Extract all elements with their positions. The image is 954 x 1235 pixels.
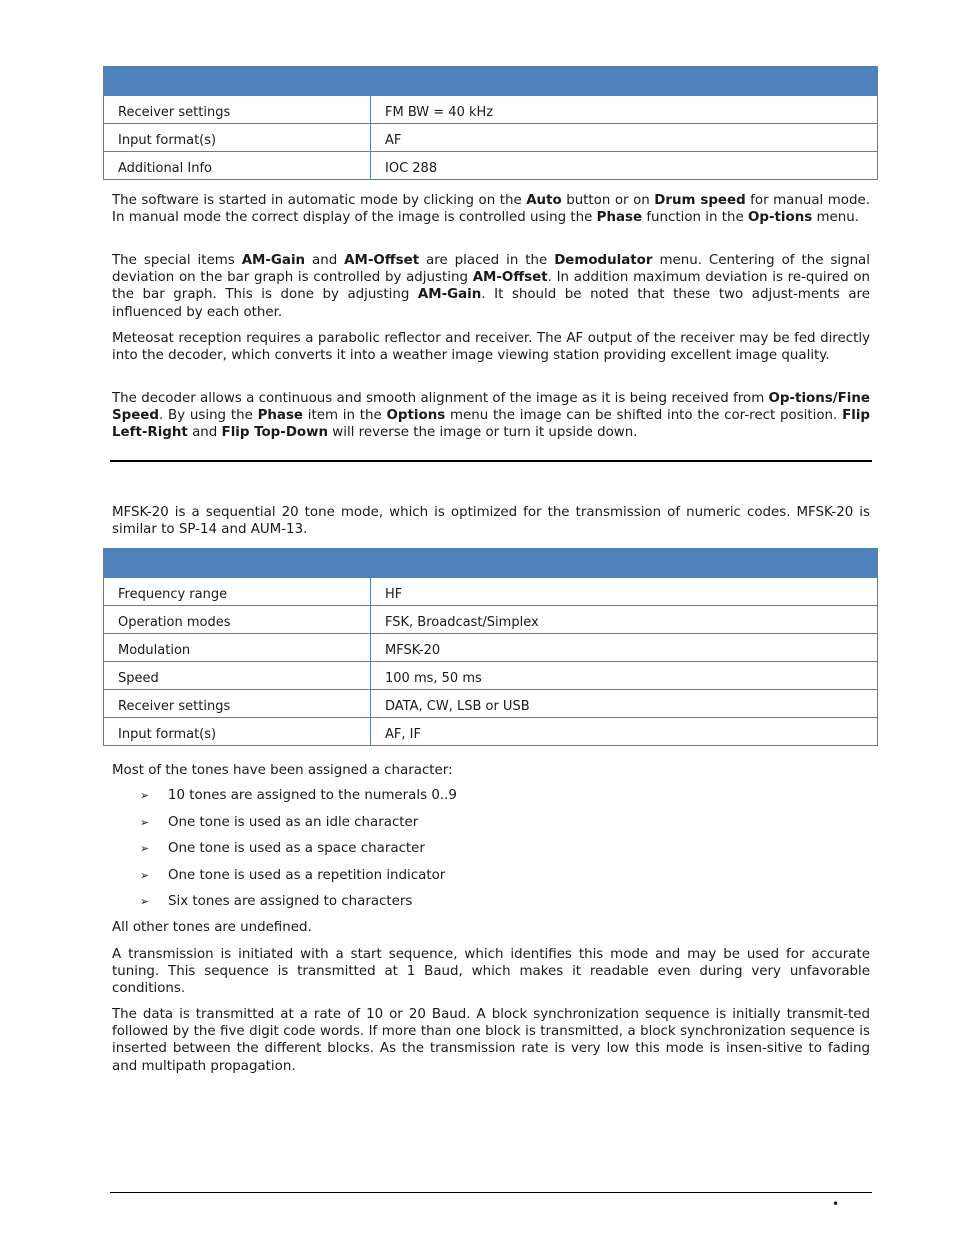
- mfsk-properties-table: [103, 548, 878, 746]
- table-row: [104, 577, 878, 605]
- table-label-cell: Speed: [104, 661, 371, 689]
- fine-speed-paragraph: [112, 390, 870, 442]
- arrow-bullet-icon: ➢: [140, 868, 150, 882]
- tones-intro-paragraph: Most of the tones have been assigned a character:: [112, 763, 453, 778]
- arrow-bullet-icon: ➢: [140, 789, 150, 802]
- auto-mode-paragraph: [112, 192, 870, 226]
- table-row: [104, 605, 878, 633]
- text-run: function in the: [642, 210, 748, 226]
- list-item-text: One tone is used as a space character: [168, 841, 425, 856]
- am-gain-paragraph: [112, 252, 870, 321]
- text-run: . It should be noted that these two adjust-ments are influenced by each other.: [112, 287, 870, 320]
- table-header-row: [104, 66, 878, 95]
- table-row: [104, 661, 878, 689]
- table-row: [104, 151, 878, 179]
- text-run: are placed in the: [419, 253, 555, 268]
- footer-bullet: •: [832, 1197, 840, 1211]
- table-value-cell: MFSK-20: [371, 633, 878, 661]
- text-run: . In addition maximum deviation is re-quired on the bar graph. This is done by adjusting: [112, 270, 870, 303]
- bold-term: Demodulator: [554, 253, 653, 268]
- arrow-bullet-icon: ➢: [140, 815, 150, 829]
- bold-term: AM-Offset: [472, 270, 548, 286]
- text-run: menu the image can be shifted into the cor-rect position.: [445, 408, 843, 424]
- text-run: . By using the: [158, 408, 258, 424]
- undefined-tones-paragraph: All other tones are undefined.: [112, 920, 312, 935]
- table-label-cell: Operation modes: [104, 605, 371, 633]
- table-label-cell: Modulation: [104, 633, 371, 661]
- arrow-bullet-icon: ➢: [140, 895, 150, 908]
- section-divider: [110, 460, 872, 462]
- bold-term: Auto: [526, 193, 562, 208]
- list-item: [140, 892, 457, 919]
- table-header-cell: [104, 548, 371, 577]
- text-run: menu.: [812, 210, 859, 226]
- table-label-cell: Input format(s): [104, 717, 371, 745]
- table-value-cell: IOC 288: [371, 151, 878, 179]
- table-label-cell: Frequency range: [104, 577, 371, 605]
- list-item: [140, 839, 457, 866]
- table-header-cell: [104, 66, 371, 95]
- bold-term: AM-Offset: [344, 253, 420, 268]
- bold-term: AM-Gain: [417, 287, 482, 303]
- table-value-cell: HF: [371, 577, 878, 605]
- text-run: The special items: [112, 253, 242, 268]
- mfsk-intro-paragraph: MFSK-20 is a sequential 20 tone mode, which is optimized for the transmission of numeric codes. MFSK-20 is similar to SP-14 and AUM-13.: [112, 505, 870, 538]
- table-value-cell: FSK, Broadcast/Simplex: [371, 605, 878, 633]
- table-value-cell: 100 ms, 50 ms: [371, 661, 878, 689]
- list-item-text: One tone is used as a repetition indicator: [168, 867, 446, 883]
- tones-bullet-list: [140, 786, 457, 919]
- table-header-cell: [371, 548, 878, 577]
- table-row: [104, 717, 878, 745]
- data-rate-paragraph: The data is transmitted at a rate of 10 or 20 Baud. A block synchronization sequence is initially transmit-ted followed by the five digit code words. If more than one block is transmitted, a block synchronization sequence is inserted between the different blocks. As the transmission rate is very low this mode is insen-sitive to fading and multipath propagation.: [112, 1007, 870, 1074]
- table-row: [104, 689, 878, 717]
- bold-term: Flip Left-Right: [112, 408, 870, 441]
- start-sequence-paragraph: A transmission is initiated with a start sequence, which identifies this mode and may be used for accurate tuning. This sequence is transmitted at 1 Baud, which makes it readable even during very unfavorable conditions.: [112, 947, 870, 997]
- table-value-cell: FM BW = 40 kHz: [371, 95, 878, 123]
- table-label-cell: Input format(s): [104, 123, 371, 151]
- bold-term: Flip Top-Down: [221, 425, 329, 441]
- text-run: button or on: [561, 193, 655, 208]
- bold-term: Op-tions: [747, 210, 813, 226]
- list-item: [140, 866, 457, 893]
- list-item: [140, 786, 457, 813]
- table-row: [104, 633, 878, 661]
- bold-term: Phase: [257, 408, 304, 424]
- bold-term: AM-Gain: [241, 253, 306, 268]
- bold-term: Phase: [596, 210, 643, 226]
- meteosat-paragraph: Meteosat reception requires a parabolic reflector and receiver. The AF output of the receiver may be fed directly into the decoder, which converts it into a weather image viewing station providing excellent image quality.: [112, 331, 870, 364]
- bold-term: Options: [386, 408, 446, 424]
- text-run: The decoder allows a continuous and smooth alignment of the image as it is being received from: [112, 391, 769, 406]
- arrow-bullet-icon: ➢: [140, 842, 150, 855]
- text-run: The software is started in automatic mode by clicking on the: [112, 193, 527, 208]
- bold-term: Drum speed: [654, 193, 746, 208]
- table-label-cell: Receiver settings: [104, 95, 371, 123]
- bold-term: Op-tions/Fine Speed: [112, 391, 870, 424]
- table-value-cell: DATA, CW, LSB or USB: [371, 689, 878, 717]
- table-value-cell: AF: [371, 123, 878, 151]
- text-run: will reverse the image or turn it upside down.: [328, 425, 638, 441]
- table-label-cell: Additional Info: [104, 151, 371, 179]
- list-item-text: 10 tones are assigned to the numerals 0..9: [168, 788, 457, 803]
- table-label-cell: Receiver settings: [104, 689, 371, 717]
- text-run: menu. Centering of the signal deviation on the bar graph is controlled by adjusting: [112, 253, 870, 286]
- text-run: for manual mode. In manual mode the correct display of the image is controlled using the: [112, 193, 870, 226]
- text-run: item in the: [303, 408, 387, 424]
- list-item-text: One tone is used as an idle character: [168, 814, 419, 830]
- table-header-row: [104, 548, 878, 577]
- table-header-cell: [371, 66, 878, 95]
- footer-divider: [110, 1192, 872, 1193]
- table-row: [104, 123, 878, 151]
- text-run: and: [187, 425, 222, 441]
- list-item-text: Six tones are assigned to characters: [168, 894, 413, 909]
- receiver-settings-table: [103, 66, 878, 180]
- list-item: [140, 813, 457, 840]
- table-value-cell: AF, IF: [371, 717, 878, 745]
- table-row: [104, 95, 878, 123]
- text-run: and: [305, 253, 345, 268]
